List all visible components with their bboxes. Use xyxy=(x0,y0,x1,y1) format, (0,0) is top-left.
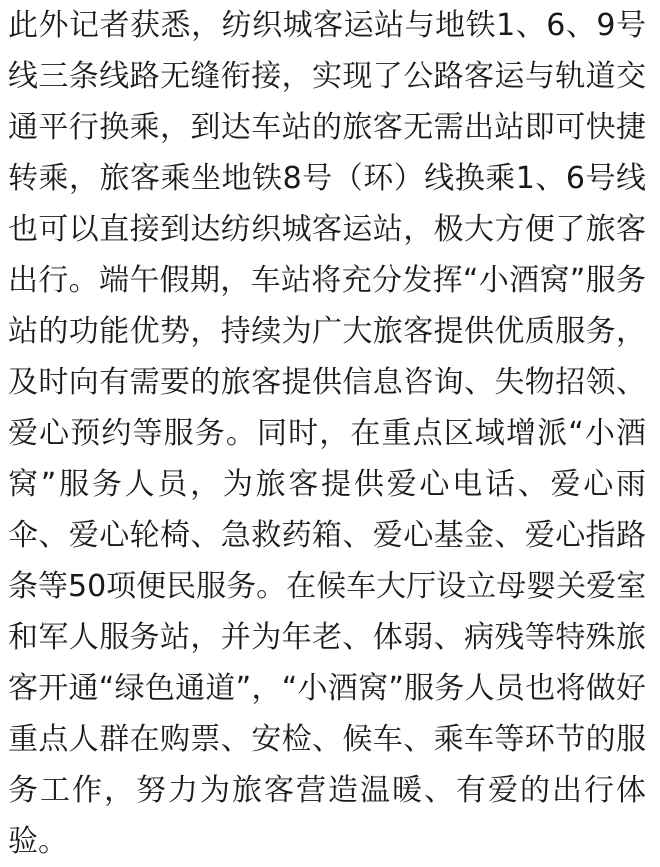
text-line: 此外记者获悉，纺织城客运站与地铁1、6、9号 xyxy=(8,8,646,43)
text-line: 爱心预约等服务。同时，在重点区域增派“小酒 xyxy=(8,416,646,451)
text-line: 条等50项便民服务。在候车大厅设立母婴关爱室 xyxy=(8,569,646,604)
text-line: 转乘，旅客乘坐地铁8号（环）线换乘1、6号线 xyxy=(8,161,646,196)
text-line: 也可以直接到达纺织城客运站，极大方便了旅客 xyxy=(8,212,646,247)
text-line: 通平行换乘，到达车站的旅客无需出站即可快捷 xyxy=(8,110,646,145)
text-line: 客开通“绿色通道”，“小酒窝”服务人员也将做好 xyxy=(8,671,646,706)
text-line-last: 验。 xyxy=(8,824,68,859)
text-line: 出行。端午假期，车站将充分发挥“小酒窝”服务 xyxy=(8,263,646,298)
text-line: 伞、爱心轮椅、急救药箱、爱心基金、爱心指路 xyxy=(8,518,646,553)
text-line: 务工作，努力为旅客营造温暖、有爱的出行体 xyxy=(8,773,646,808)
text-line: 线三条线路无缝衔接，实现了公路客运与轨道交 xyxy=(8,59,646,94)
text-line: 重点人群在购票、安检、候车、乘车等环节的服 xyxy=(8,722,646,757)
text-line: 及时向有需要的旅客提供信息咨询、失物招领、 xyxy=(8,365,646,400)
text-line: 和军人服务站，并为年老、体弱、病残等特殊旅 xyxy=(8,620,646,655)
text-line: 站的功能优势，持续为广大旅客提供优质服务， xyxy=(8,314,646,349)
text-line: 窝”服务人员，为旅客提供爱心电话、爱心雨 xyxy=(8,467,646,502)
